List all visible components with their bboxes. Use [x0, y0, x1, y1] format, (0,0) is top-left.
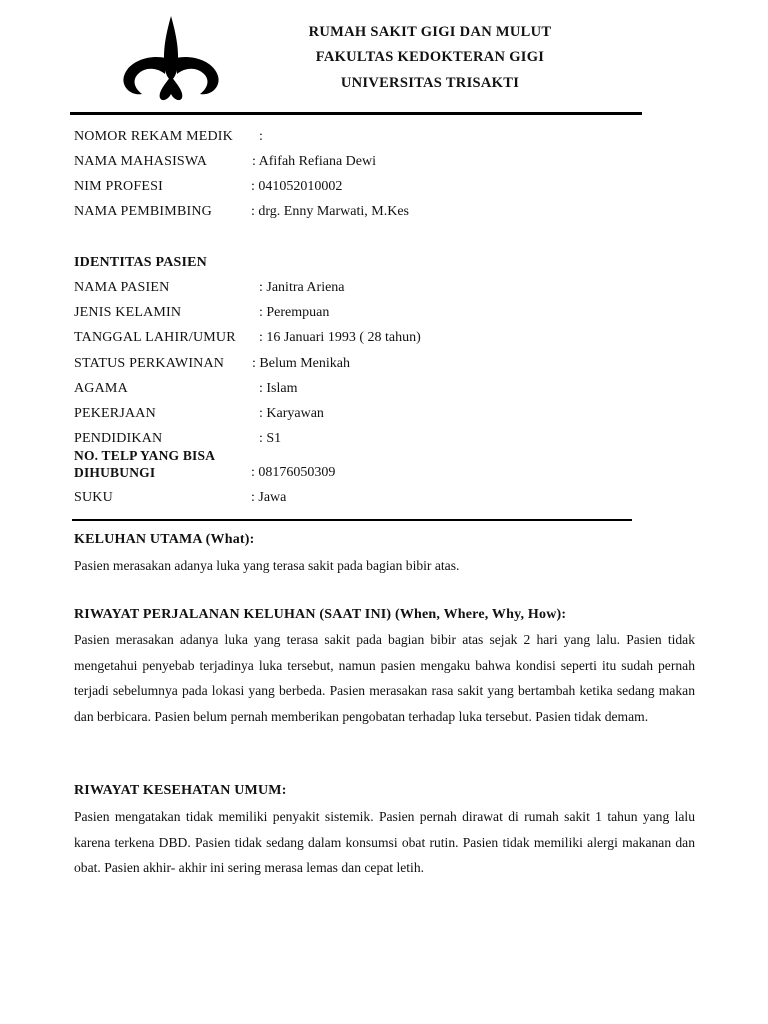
nama-pembimbing-label: NAMA PEMBIMBING	[74, 204, 212, 219]
header-line-1: RUMAH SAKIT GIGI DAN MULUT	[308, 24, 552, 40]
trisakti-emblem-icon	[118, 14, 224, 104]
identitas-pasien-title: IDENTITAS PASIEN	[74, 255, 207, 270]
riwayat-perjalanan-text: Pasien merasakan adanya luka yang terasa sakit pada bagian bibir atas sejak 2 hari yang lalu. Pasien tidak mengetahui penyebab terjadinya luka tersebut, namun pasien mengaku bahwa kondisi seperti itu sudah pernah terjadi sebelumnya pada lokasi yang berbeda. Pasien merasakan rasa sakit yang bertambah ketika sedang makan dan berbicara. Pasien belum pernah memberikan pengobatan terhadap luka tersebut. Pasien tidak demam.	[74, 632, 695, 724]
nomor-rekam-medik-label: NOMOR REKAM MEDIK	[74, 129, 233, 144]
pendidikan-value: : S1	[259, 431, 282, 446]
telp-label-line2: DIHUBUNGI	[74, 465, 156, 480]
suku-label: SUKU	[74, 490, 113, 505]
header-line-2: FAKULTAS KEDOKTERAN GIGI	[315, 49, 545, 65]
nama-pasien-value: : Janitra Ariena	[259, 280, 345, 295]
tanggal-lahir-value: : 16 Januari 1993 ( 28 tahun)	[259, 330, 421, 345]
header-line-3: UNIVERSITAS TRISAKTI	[340, 75, 520, 91]
jenis-kelamin-value: : Perempuan	[259, 305, 330, 320]
nama-pembimbing-value: : drg. Enny Marwati, M.Kes	[251, 204, 409, 219]
nama-mahasiswa-value: : Afifah Refiana Dewi	[252, 154, 377, 169]
telp-value: : 08176050309	[251, 465, 336, 480]
header-divider	[70, 112, 642, 115]
pendidikan-label: PENDIDIKAN	[74, 431, 163, 446]
nama-mahasiswa-label: NAMA MAHASISWA	[74, 154, 208, 169]
jenis-kelamin-label: JENIS KELAMIN	[74, 305, 182, 320]
pekerjaan-value: : Karyawan	[259, 406, 324, 421]
keluhan-utama-text: Pasien merasakan adanya luka yang terasa sakit pada bagian bibir atas.	[74, 558, 460, 573]
section-divider	[72, 519, 632, 521]
telp-label-line1: NO. TELP YANG BISA	[74, 448, 216, 463]
status-perkawinan-value: : Belum Menikah	[252, 356, 350, 371]
suku-value: : Jawa	[251, 490, 287, 505]
riwayat-perjalanan-title: RIWAYAT PERJALANAN KELUHAN (SAAT INI) (When, Where, Why, How):	[74, 607, 567, 622]
agama-label: AGAMA	[74, 381, 128, 396]
nama-pasien-label: NAMA PASIEN	[74, 280, 170, 295]
nomor-rekam-medik-value: :	[259, 129, 263, 144]
tanggal-lahir-label: TANGGAL LAHIR/UMUR	[74, 330, 236, 345]
nim-profesi-value: : 041052010002	[251, 179, 343, 194]
riwayat-kesehatan-text: Pasien mengatakan tidak memiliki penyakit sistemik. Pasien pernah dirawat di rumah sakit 1 tahun yang lalu karena terkena DBD. Pasien tidak sedang dalam konsumsi obat rutin. Pasien tidak memiliki alergi makanan dan obat. Pasien akhir- akhir ini sering merasa lemas dan cepat letih.	[74, 809, 695, 875]
pekerjaan-label: PEKERJAAN	[74, 406, 156, 421]
riwayat-kesehatan-title: RIWAYAT KESEHATAN UMUM:	[74, 783, 287, 798]
nim-profesi-label: NIM PROFESI	[74, 179, 163, 194]
keluhan-utama-title: KELUHAN UTAMA (What):	[74, 532, 255, 547]
status-perkawinan-label: STATUS PERKAWINAN	[74, 356, 225, 371]
agama-value: : Islam	[259, 381, 298, 396]
